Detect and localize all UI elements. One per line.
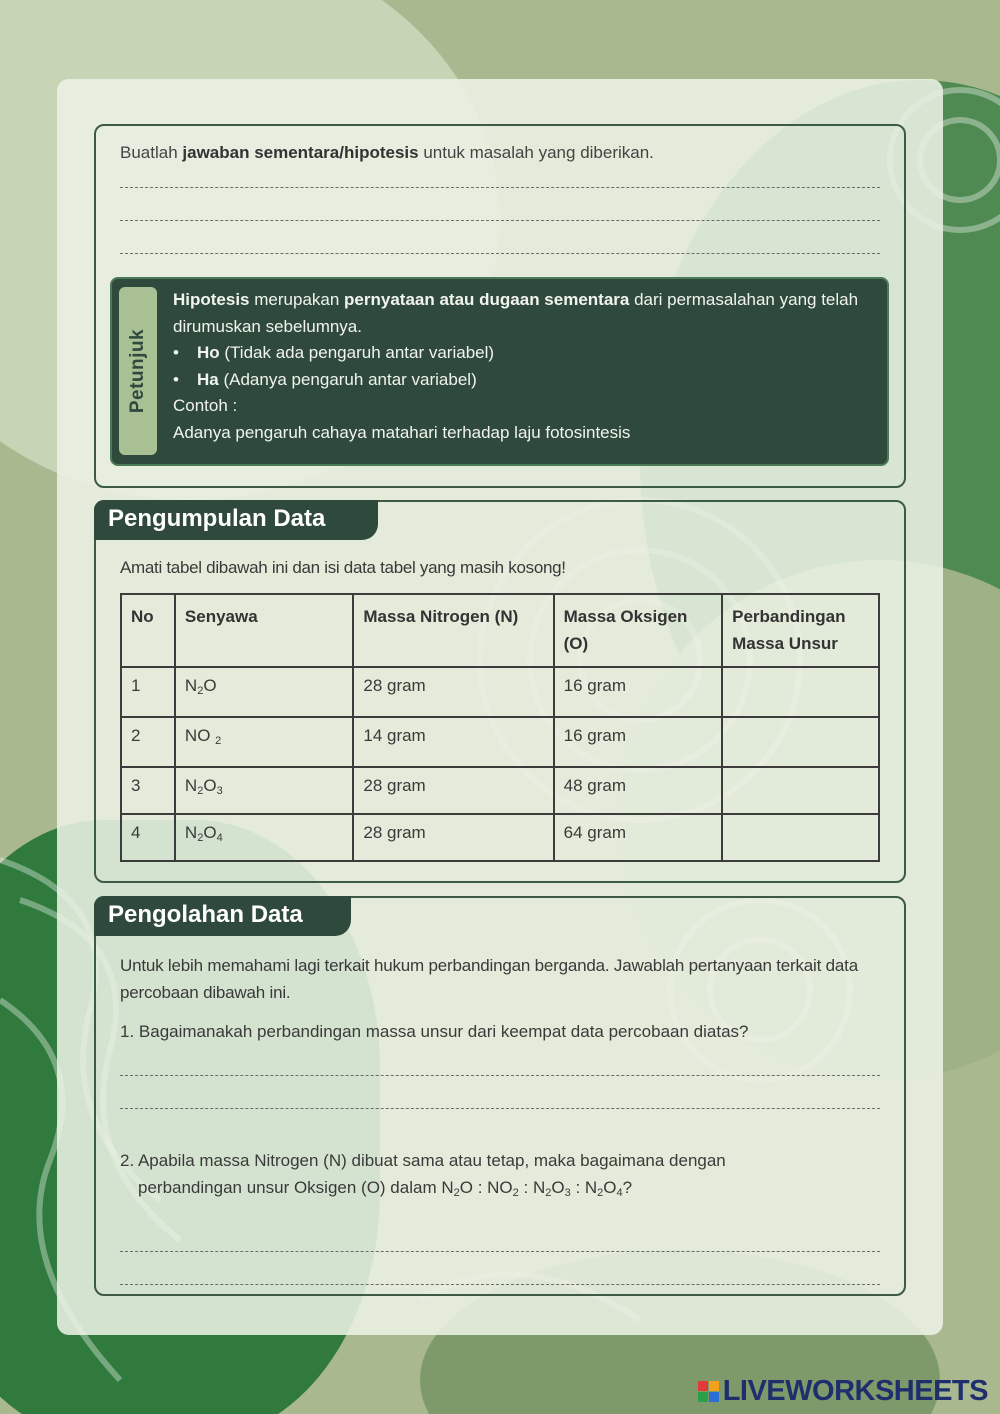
header-senyawa: Senyawa bbox=[175, 594, 353, 667]
hypothesis-instruction: Buatlah jawaban sementara/hipotesis untuk masalah yang diberikan. bbox=[120, 143, 654, 162]
compound-cell: $N_2O$ bbox=[175, 667, 353, 717]
ratio-input-cell[interactable] bbox=[722, 767, 879, 814]
logo-text: LIVEWORKSHEETS bbox=[722, 1374, 988, 1407]
answer-line[interactable] bbox=[120, 220, 880, 221]
header-massa-oksigen: Massa Oksigen (O) bbox=[554, 594, 722, 667]
answer-line[interactable] bbox=[120, 1251, 880, 1252]
logo-mark-icon bbox=[698, 1381, 719, 1402]
table-instruction: Amati tabel dibawah ini dan isi data tabel yang masih kosong! bbox=[120, 558, 566, 577]
section-title-pengolahan: Pengolahan Data bbox=[94, 896, 351, 936]
data-table bbox=[120, 593, 880, 862]
hint-bullet-ho: • Ho (Tidak ada pengaruh antar variabel) bbox=[173, 343, 495, 363]
question-1: 1. Bagaimanakah perbandingan massa unsur dari keempat data percobaan diatas? bbox=[120, 1022, 749, 1041]
processing-intro: Untuk lebih memahami lagi terkait hukum perbandingan berganda. Jawablah pertanyaan terkait data percobaan dibawah ini. bbox=[120, 956, 858, 1002]
table-row: 4 $N_2O_4$ 28 gram 64 gram bbox=[121, 814, 879, 861]
header-no: No bbox=[121, 594, 175, 667]
table-row: 2 NO $_2$ 14 gram 16 gram bbox=[121, 717, 879, 767]
ratio-input-cell[interactable] bbox=[722, 717, 879, 767]
section-title-pengumpulan: Pengumpulan Data bbox=[94, 500, 378, 540]
hint-example-text: Adanya pengaruh cahaya matahari terhadap laju fotosintesis bbox=[173, 422, 631, 442]
compound-cell: $N_2O_4$ bbox=[175, 814, 353, 861]
liveworksheets-logo[interactable] bbox=[698, 1374, 988, 1408]
compound-cell: NO $_2$ bbox=[175, 717, 353, 767]
ratio-input-cell[interactable] bbox=[722, 814, 879, 861]
header-massa-nitrogen: Massa Nitrogen (N) bbox=[353, 594, 553, 667]
compound-cell: $N_2O_3$ bbox=[175, 767, 353, 814]
answer-line[interactable] bbox=[120, 253, 880, 254]
answer-line[interactable] bbox=[120, 187, 880, 188]
table-row: 3 $N_2O_3$ 28 gram 48 gram bbox=[121, 767, 879, 814]
table-row: 1 $N_2O$ 28 gram 16 gram bbox=[121, 667, 879, 717]
answer-line[interactable] bbox=[120, 1108, 880, 1109]
table-header-row bbox=[121, 594, 879, 667]
answer-line[interactable] bbox=[120, 1075, 880, 1076]
hint-tab: Petunjuk bbox=[119, 287, 157, 455]
header-perbandingan: Perbandingan Massa Unsur bbox=[722, 594, 879, 667]
answer-line[interactable] bbox=[120, 1284, 880, 1285]
hint-example-label: Contoh : bbox=[173, 396, 238, 416]
ratio-input-cell[interactable] bbox=[722, 667, 879, 717]
hint-bullet-ha: • Ha (Adanya pengaruh antar variabel) bbox=[173, 369, 477, 389]
hint-text: Hipotesis merupakan pernyataan atau dugaan sementara dari permasalahan yang telah dirumuskan sebelumnya. • Ho (Tidak ada pengaruh antar variabel) • Ha (Adanya pengaruh antar variabel) Contoh : Adanya pengaruh cahaya matahari terhadap laju fotosintesis bbox=[173, 287, 873, 447]
question-2: 2. Apabila massa Nitrogen (N) dibuat sama atau tetap, maka bagaimana dengan perbandingan unsur Oksigen (O) dalam $N_2O$ : $NO_2$ : $N_2O_3$ : $N_2O_4$? bbox=[120, 1151, 726, 1199]
